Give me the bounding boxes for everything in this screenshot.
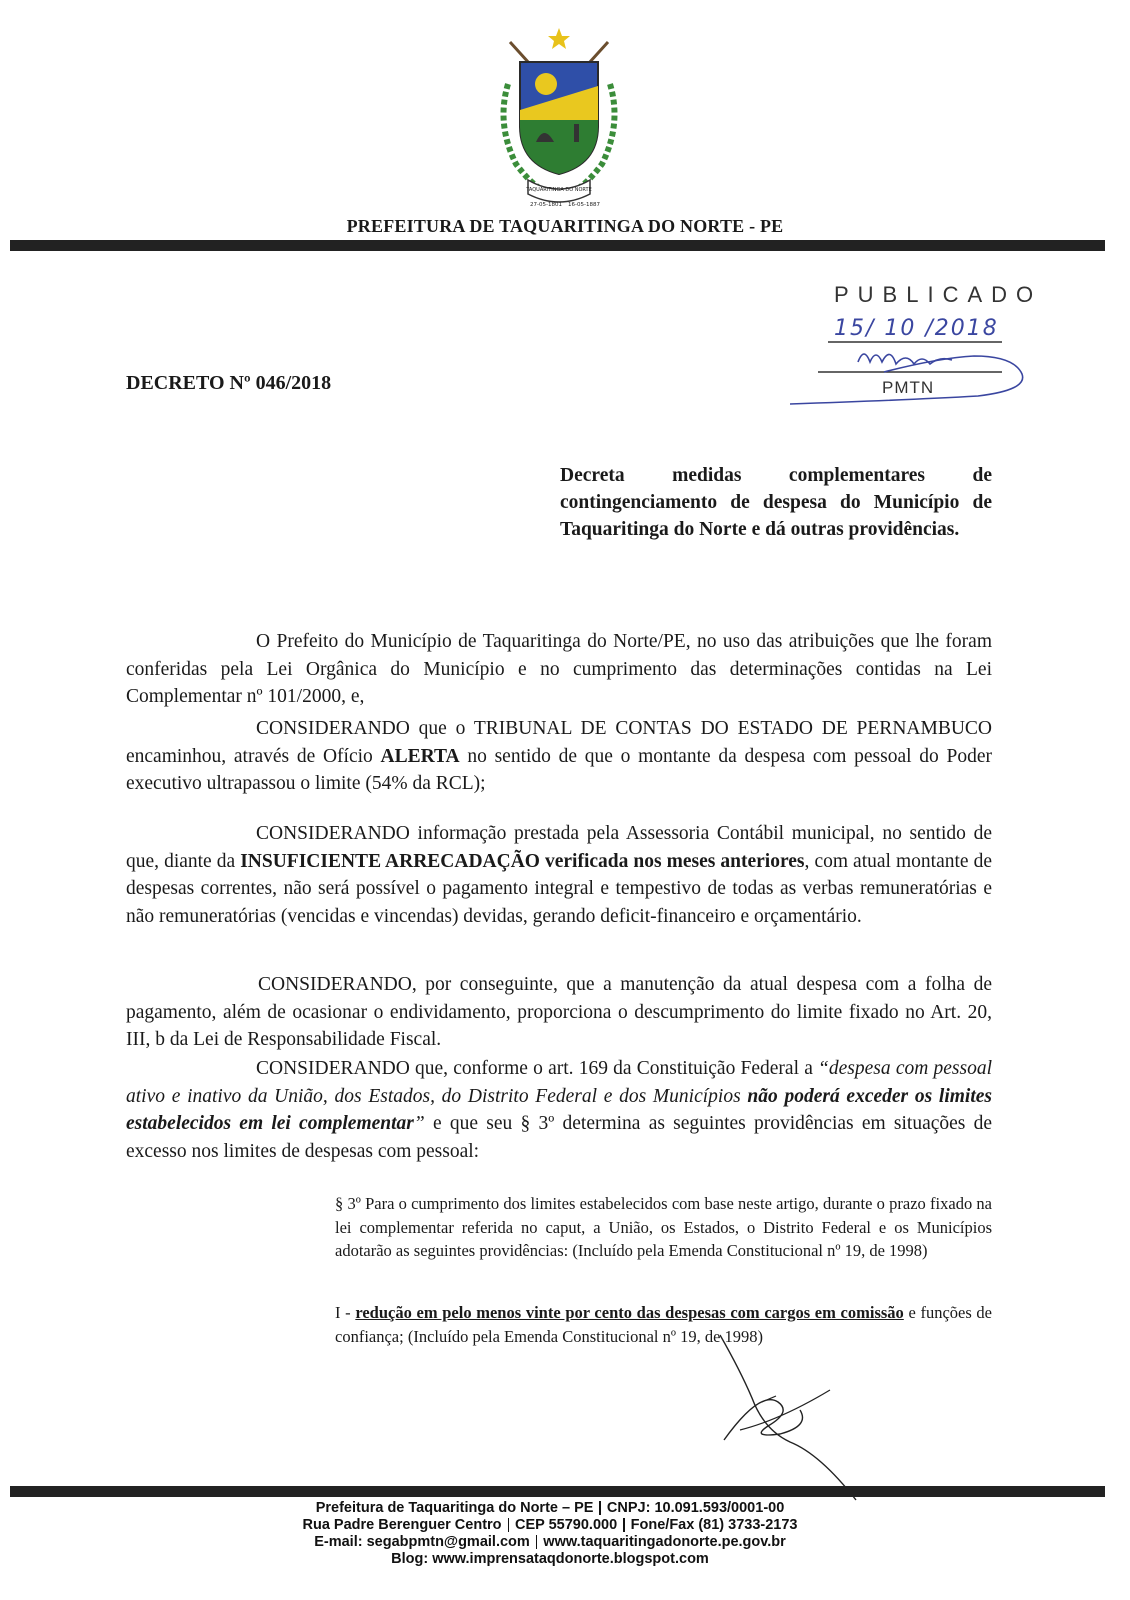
emblem-date-left: 27-05-1801	[530, 202, 562, 208]
footer-phone: Fone/Fax (81) 3733-2173	[630, 1517, 798, 1533]
inciso-prefix: I -	[335, 1303, 356, 1322]
inciso-bold-underlined: redução em pelo menos vinte por cento das despesas com cargos em comissão	[355, 1303, 904, 1322]
quoted-inciso-1	[335, 1301, 992, 1348]
decree-number: DECRETO Nº 046/2018	[126, 372, 332, 394]
figure-icon	[574, 124, 579, 142]
c1-alert-bold: ALERTA	[380, 745, 460, 767]
star-icon	[548, 28, 570, 49]
c2-bold-1: INSUFICIENTE ARRECADAÇÃO	[240, 850, 540, 872]
c4-italic-close: ”	[413, 1113, 425, 1134]
c2-bold-2: verificada nos meses anteriores	[539, 850, 805, 872]
c1-text-b: no sentido de que o montante da despesa com pessoal do Poder executivo ultrapassou o limite (54% da RCL);	[126, 745, 992, 794]
c4-text-b: e que seu § 3º determina as seguintes providências em situações de excesso nos limites de despesas com pessoal:	[126, 1113, 993, 1162]
footer-org: Prefeitura de Taquaritinga do Norte – PE	[315, 1500, 594, 1516]
footer-line-3	[0, 1534, 1100, 1551]
c2-text-a: CONSIDERANDO informação prestada pela Assessoria Contábil municipal, no sentido de que, diante da	[126, 823, 992, 872]
footer-address: Rua Padre Berenguer Centro	[302, 1517, 502, 1533]
quoted-paragraph-3: § 3º Para o cumprimento dos limites estabelecidos com base neste artigo, durante o prazo fixado na lei complementar referida no caput, a União, os Estados, o Distrito Federal e os Municípios adotarão as seguintes providências: (Incluído pela Emenda Constitucional nº 19, de 1998)	[335, 1194, 992, 1260]
footer-blog: Blog: www.imprensataqdonorte.blogspot.com	[391, 1551, 709, 1567]
stamp-org: PMTN	[882, 378, 935, 397]
footer-separator	[623, 1518, 625, 1532]
coat-of-arms-logo	[488, 24, 630, 214]
footer-divider	[10, 1486, 1105, 1497]
stamp-initials-signature	[858, 354, 952, 364]
inciso-rest: e funções de confiança; (Incluído pela Emenda Constitucional nº 19, de 1998)	[335, 1303, 992, 1346]
footer-separator	[599, 1501, 601, 1515]
footer-cep: CEP 55790.000	[515, 1517, 618, 1533]
emblem-date-right: 16-05-1887	[568, 202, 600, 208]
c4-text-a: CONSIDERANDO que, conforme o art. 169 da Constituição Federal a	[256, 1058, 819, 1079]
considerando-paragraph-4	[126, 1055, 992, 1165]
c4-bold-italic: não poderá exceder os limites estabelecidos em lei complementar	[126, 1085, 993, 1134]
sun-icon	[535, 73, 557, 95]
footer-cnpj: CNPJ: 10.091.593/0001-00	[606, 1500, 785, 1516]
stamp-published-label: PUBLICADO	[834, 282, 1043, 307]
footer-email: E-mail: segabpmtn@gmail.com	[314, 1534, 530, 1550]
c1-text-a: CONSIDERANDO que o TRIBUNAL DE CONTAS DO ESTADO DE PERNAMBUCO encaminhou, através de Ofício	[126, 718, 992, 767]
c2-text-b: , com atual montante de despesas correntes, não será possível o pagamento integral e tempestivo de todas as verbas remuneratórias e não remuneratórias (vencidas e vincendas) devidas, gerando deficit-financeiro e orçamentário.	[126, 850, 992, 927]
footer-separator	[508, 1518, 510, 1532]
footer-line-1	[0, 1500, 1100, 1517]
footer	[0, 1500, 1100, 1568]
considerando-paragraph-3: CONSIDERANDO, por conseguinte, que a manutenção da atual despesa com a folha de pagamento, além de ocasionar o endividamento, proporciona o descumprimento do limite fixado no Art. 20, III, b da Lei de Responsabilidade Fiscal.	[126, 974, 992, 1050]
stamp-date: 15/ 10 /2018	[834, 316, 999, 341]
considerando-paragraph-1	[126, 715, 992, 798]
header-divider	[10, 240, 1105, 251]
footer-website: www.taquaritingadonorte.pe.gov.br	[543, 1534, 786, 1550]
emblem-ribbon-text: TAQUARITINGA DO NORTE	[526, 187, 592, 193]
considerando-paragraph-2	[126, 820, 992, 930]
footer-line-2	[0, 1517, 1100, 1534]
c4-italic-quote: “despesa com pessoal ativo e inativo da União, dos Estados, do Distrito Federal e dos Municípios	[126, 1058, 992, 1107]
header-title: PREFEITURA DE TAQUARITINGA DO NORTE - PE	[346, 216, 784, 236]
shield-base	[520, 120, 598, 174]
decree-summary: Decreta medidas complementares de contingenciamento de despesa do Município de Taquaritinga do Norte e dá outras providências.	[560, 465, 992, 540]
footer-separator	[536, 1535, 538, 1549]
intro-paragraph: O Prefeito do Município de Taquaritinga do Norte/PE, no uso das atribuições que lhe foram conferidas pela Lei Orgânica do Município e no cumprimento das determinações contidas na Lei Complementar nº 101/2000, e,	[126, 631, 992, 707]
